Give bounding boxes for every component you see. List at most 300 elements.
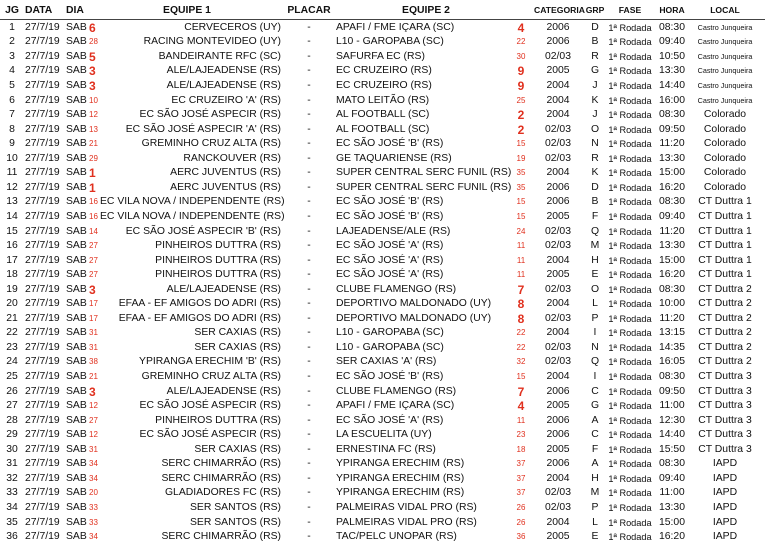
table-row [0, 326, 765, 341]
cell-team2-number: 25 [516, 95, 526, 105]
cell-team1-number: 21 [89, 372, 98, 381]
cell-weekday: SAB [66, 240, 87, 252]
cell-team2-number: 22 [516, 328, 526, 338]
table-row [0, 123, 765, 138]
cell-grupo: F [591, 210, 599, 222]
cell-weekday: SAB [66, 283, 87, 295]
cell-team2-name: DEPORTIVO MALDONADO (UY) [336, 312, 492, 324]
cell-fase: 1ª Rodada [608, 81, 652, 91]
cell-team2-number: 8 [517, 311, 525, 326]
cell-hora: 14:35 [658, 341, 685, 353]
cell-jg: 14 [6, 210, 18, 222]
cell-jg: 24 [6, 356, 18, 368]
cell-categoria: 2006 [546, 414, 570, 426]
cell-score: - [307, 21, 311, 33]
cell-team2-number: 4 [517, 20, 525, 35]
cell-grupo: E [591, 531, 599, 543]
cell-categoria: 2005 [546, 400, 570, 412]
cell-score: - [307, 400, 311, 412]
cell-local: CT Duttra 2 [698, 298, 752, 310]
cell-grupo: A [591, 458, 599, 470]
cell-local: CT Duttra 3 [698, 429, 752, 441]
cell-weekday: SAB [66, 443, 87, 455]
table-row [0, 210, 765, 225]
cell-team2-name: L10 - GAROPABA (SC) [336, 341, 444, 353]
cell-date: 27/7/19 [25, 371, 60, 382]
cell-fase: 1ª Rodada [608, 444, 652, 455]
cell-fase: 1ª Rodada [608, 342, 652, 353]
cell-jg: 12 [6, 181, 18, 193]
header-row [0, 2, 765, 20]
cell-team1-name: EC SÃO JOSÉ ASPECIR 'B' (RS) [125, 225, 281, 237]
cell-grupo: H [591, 254, 599, 266]
cell-jg: 25 [6, 371, 18, 382]
cell-grupo: I [593, 327, 597, 339]
cell-grupo: G [590, 400, 600, 412]
table-row [0, 79, 765, 94]
header-hora: HORA [659, 5, 685, 15]
cell-local: IAPD [712, 501, 738, 513]
cell-team2-name: SAFURFA EC (RS) [336, 50, 425, 62]
cell-jg: 31 [6, 458, 18, 470]
cell-local: IAPD [712, 458, 738, 470]
cell-team2-number: 35 [516, 182, 526, 192]
cell-team2-number: 7 [517, 384, 525, 399]
table-row [0, 501, 765, 516]
cell-fase: 1ª Rodada [608, 197, 652, 208]
cell-categoria: 2005 [546, 531, 570, 543]
cell-team1-name: EC SÃO JOSÉ ASPECIR (RS) [139, 429, 281, 441]
table-row [0, 443, 765, 458]
cell-score: - [307, 429, 311, 441]
cell-team2-number: 7 [517, 282, 525, 297]
cell-local: CT Duttra 2 [698, 341, 752, 353]
table-row [0, 195, 765, 210]
cell-team1-name: EC SÃO JOSÉ ASPECIR 'A' (RS) [125, 123, 281, 135]
cell-hora: 08:30 [658, 458, 685, 470]
cell-local: CT Duttra 1 [698, 254, 752, 266]
cell-weekday: SAB [66, 327, 87, 339]
cell-team2-name: TAC/PELC UNOPAR (RS) [336, 531, 457, 543]
cell-fase: 1ª Rodada [608, 51, 652, 62]
cell-local: CT Duttra 2 [698, 327, 752, 339]
header-dia: DIA [66, 5, 84, 16]
cell-score: - [307, 443, 311, 455]
cell-fase: 1ª Rodada [608, 386, 652, 397]
cell-team1-name: EC VILA NOVA / INDEPENDENTE (RS) [100, 210, 285, 222]
cell-categoria: 02/03 [544, 240, 571, 252]
cell-local: CT Duttra 1 [698, 210, 752, 222]
cell-grupo: E [591, 269, 599, 281]
cell-local: IAPD [712, 516, 738, 528]
cell-team2-number: 18 [516, 444, 526, 454]
cell-jg: 7 [9, 109, 15, 121]
table-row [0, 399, 765, 414]
cell-team1-name: CERVECEROS (UY) [184, 21, 281, 33]
cell-local: CT Duttra 1 [698, 196, 752, 208]
cell-local: CT Duttra 3 [698, 400, 752, 412]
cell-categoria: 02/03 [544, 487, 571, 499]
cell-hora: 09:50 [658, 385, 685, 397]
header-fase: FASE [618, 5, 642, 15]
cell-date: 27/7/19 [25, 312, 60, 324]
cell-local: CT Duttra 3 [698, 414, 752, 426]
cell-team2-name: APAFI / FME IÇARA (SC) [336, 400, 455, 412]
cell-team1-name: SER CAXIAS (RS) [194, 327, 281, 339]
table-row [0, 486, 765, 501]
cell-team2-name: APAFI / FME IÇARA (SC) [336, 21, 455, 33]
cell-team1-name: SERC CHIMARRÃO (RS) [161, 531, 281, 543]
cell-fase: 1ª Rodada [608, 95, 652, 106]
cell-team1-name: PINHEIROS DUTTRA (RS) [155, 414, 281, 426]
table-row [0, 35, 765, 50]
cell-weekday: SAB [66, 225, 87, 237]
cell-team2-name: EC SÃO JOSÉ 'A' (RS) [336, 240, 444, 252]
cell-date: 27/7/19 [25, 298, 60, 310]
cell-jg: 29 [6, 429, 18, 441]
cell-fase: 1ª Rodada [608, 415, 652, 426]
cell-jg: 9 [9, 138, 15, 150]
cell-jg: 28 [6, 414, 18, 426]
cell-categoria: 02/03 [544, 138, 571, 150]
cell-jg: 34 [6, 501, 18, 513]
cell-team2-name: PALMEIRAS VIDAL PRO (RS) [336, 501, 477, 513]
cell-team1-number: 28 [89, 37, 98, 47]
cell-local: CT Duttra 1 [698, 269, 752, 281]
cell-grupo: C [591, 385, 599, 397]
cell-score: - [307, 80, 311, 91]
cell-categoria: 2006 [546, 458, 570, 470]
cell-team1-number: 38 [89, 357, 98, 367]
cell-categoria: 2004 [546, 516, 570, 528]
cell-hora: 08:30 [658, 196, 685, 208]
cell-grupo: P [591, 501, 599, 513]
cell-score: - [307, 298, 311, 310]
cell-grupo: C [591, 429, 599, 441]
cell-team1-number: 3 [89, 282, 96, 297]
cell-weekday: SAB [66, 400, 87, 412]
cell-team2-name: SER CAXIAS 'A' (RS) [336, 356, 437, 368]
cell-team2-name: L10 - GAROPABA (SC) [336, 327, 444, 339]
cell-team1-number: 31 [89, 444, 98, 454]
cell-team2-number: 11 [516, 415, 526, 425]
cell-hora: 10:50 [658, 50, 685, 62]
cell-hora: 09:40 [658, 472, 685, 484]
cell-local: CT Duttra 2 [698, 356, 752, 368]
cell-weekday: SAB [66, 123, 87, 135]
cell-fase: 1ª Rodada [608, 430, 652, 441]
cell-jg: 22 [6, 327, 18, 339]
cell-weekday: SAB [66, 94, 87, 106]
cell-score: - [307, 516, 311, 528]
cell-team2-number: 8 [517, 297, 525, 312]
cell-team2-name: GE TAQUARIENSE (RS) [336, 152, 452, 164]
cell-date: 27/7/19 [25, 283, 60, 295]
cell-score: - [307, 283, 311, 295]
table-row [0, 50, 765, 65]
cell-weekday: SAB [66, 429, 87, 441]
cell-team1-number: 12 [89, 401, 98, 411]
cell-hora: 13:30 [658, 240, 685, 252]
cell-jg: 23 [6, 341, 18, 353]
cell-date: 27/7/19 [25, 50, 60, 62]
cell-jg: 13 [6, 196, 18, 208]
cell-date: 27/7/19 [25, 21, 60, 33]
header-placar: PLACAR [287, 5, 331, 16]
cell-date: 27/7/19 [25, 240, 60, 252]
cell-local: IAPD [712, 487, 738, 499]
cell-jg: 30 [6, 443, 18, 455]
cell-score: - [307, 167, 311, 179]
cell-score: - [307, 312, 311, 324]
cell-hora: 09:50 [658, 123, 685, 135]
cell-team1-name: YPIRANGA ERECHIM 'B' (RS) [139, 356, 281, 368]
cell-hora: 16:20 [658, 531, 685, 543]
cell-fase: 1ª Rodada [608, 241, 652, 252]
cell-date: 27/7/19 [25, 327, 60, 339]
cell-team2-number: 9 [517, 64, 525, 79]
cell-grupo: D [591, 181, 599, 193]
cell-hora: 11:20 [659, 312, 685, 324]
cell-weekday: SAB [66, 269, 87, 281]
cell-team1-number: 12 [89, 110, 98, 120]
cell-score: - [307, 138, 311, 150]
cell-weekday: SAB [66, 458, 87, 470]
cell-categoria: 2004 [546, 254, 570, 266]
cell-team1-name: AERC JUVENTUS (RS) [170, 181, 281, 193]
cell-categoria: 2004 [546, 298, 570, 310]
cell-team2-name: AL FOOTBALL (SC) [336, 109, 430, 121]
cell-grupo: Q [590, 225, 600, 237]
cell-categoria: 2006 [546, 385, 570, 397]
cell-jg: 27 [6, 400, 18, 412]
cell-score: - [307, 414, 311, 426]
cell-date: 27/7/19 [25, 400, 60, 412]
cell-fase: 1ª Rodada [608, 284, 652, 295]
cell-categoria: 2005 [546, 210, 570, 222]
cell-local: CT Duttra 3 [698, 371, 752, 382]
cell-score: - [307, 240, 311, 252]
cell-weekday: SAB [66, 298, 87, 310]
cell-weekday: SAB [66, 80, 87, 91]
cell-fase: 1ª Rodada [608, 168, 652, 179]
cell-team2-number: 2 [517, 122, 525, 137]
cell-team2-number: 35 [516, 168, 526, 178]
cell-team2-name: L10 - GAROPABA (SC) [336, 36, 444, 48]
cell-fase: 1ª Rodada [608, 517, 652, 528]
cell-fase: 1ª Rodada [608, 401, 652, 412]
cell-grupo: P [591, 312, 599, 324]
cell-weekday: SAB [66, 356, 87, 368]
table-row [0, 166, 765, 181]
cell-team2-number: 32 [516, 357, 526, 367]
cell-hora: 16:20 [658, 269, 685, 281]
cell-team1-number: 14 [89, 226, 98, 236]
cell-hora: 11:20 [659, 225, 685, 237]
cell-local: IAPD [712, 472, 738, 484]
table-row [0, 181, 765, 196]
cell-team1-name: ALE/LAJEADENSE (RS) [166, 283, 281, 295]
cell-categoria: 2006 [546, 196, 570, 208]
cell-team2-number: 11 [516, 270, 526, 280]
cell-team2-number: 4 [517, 399, 525, 414]
cell-hora: 08:30 [658, 21, 685, 33]
cell-score: - [307, 36, 311, 48]
cell-team1-number: 34 [89, 532, 98, 542]
cell-fase: 1ª Rodada [608, 66, 652, 77]
cell-hora: 15:00 [658, 516, 685, 528]
cell-team2-number: 24 [516, 226, 526, 236]
cell-local: CT Duttra 2 [698, 283, 752, 295]
cell-hora: 11:00 [659, 487, 685, 499]
cell-team1-number: 16 [89, 211, 98, 221]
cell-hora: 08:30 [658, 371, 685, 382]
cell-fase: 1ª Rodada [608, 488, 652, 499]
cell-score: - [307, 371, 311, 382]
cell-score: - [307, 356, 311, 368]
cell-categoria: 02/03 [544, 312, 571, 324]
cell-team1-number: 1 [89, 166, 96, 181]
cell-team1-number: 27 [89, 270, 98, 280]
header-categoria: CATEGORIA [534, 5, 585, 15]
cell-fase: 1ª Rodada [608, 182, 652, 193]
cell-team2-name: MATO LEITÃO (RS) [336, 94, 430, 106]
cell-team1-number: 10 [89, 95, 98, 105]
cell-categoria: 2006 [546, 181, 570, 193]
cell-fase: 1ª Rodada [608, 357, 652, 368]
table-row [0, 225, 765, 240]
cell-grupo: D [591, 21, 599, 33]
cell-fase: 1ª Rodada [608, 313, 652, 324]
cell-weekday: SAB [66, 167, 87, 179]
cell-fase: 1ª Rodada [608, 532, 652, 543]
cell-score: - [307, 123, 311, 135]
cell-jg: 19 [6, 283, 18, 295]
cell-jg: 2 [9, 36, 15, 48]
cell-team1-name: GREMINHO CRUZ ALTA (RS) [141, 138, 281, 150]
table-row [0, 516, 765, 531]
cell-fase: 1ª Rodada [608, 139, 652, 150]
table-row [0, 530, 765, 545]
cell-hora: 16:05 [658, 356, 685, 368]
cell-fase: 1ª Rodada [608, 255, 652, 266]
table-row [0, 341, 765, 356]
cell-date: 27/7/19 [25, 196, 60, 208]
table-row [0, 457, 765, 472]
cell-score: - [307, 50, 311, 62]
cell-score: - [307, 225, 311, 237]
cell-team1-number: 33 [89, 502, 98, 512]
cell-categoria: 02/03 [544, 50, 571, 62]
cell-fase: 1ª Rodada [608, 211, 652, 222]
cell-fase: 1ª Rodada [608, 110, 652, 121]
cell-team2-number: 11 [516, 241, 526, 251]
cell-categoria: 2004 [546, 167, 570, 179]
cell-local: Castro Junqueira [697, 37, 753, 47]
cell-fase: 1ª Rodada [608, 226, 652, 237]
cell-date: 27/7/19 [25, 341, 60, 353]
cell-grupo: Q [590, 356, 600, 368]
header-equipe2: EQUIPE 2 [402, 5, 450, 16]
cell-date: 27/7/19 [25, 36, 60, 48]
cell-team1-number: 12 [89, 430, 98, 440]
cell-categoria: 2004 [546, 472, 570, 484]
cell-team2-number: 37 [516, 459, 526, 469]
cell-categoria: 2004 [546, 371, 570, 382]
cell-team2-number: 26 [516, 502, 526, 512]
cell-score: - [307, 341, 311, 353]
cell-jg: 33 [6, 487, 18, 499]
cell-date: 27/7/19 [25, 472, 60, 484]
cell-team2-name: YPIRANGA ERECHIM (RS) [336, 487, 465, 499]
cell-team1-name: SERC CHIMARRÃO (RS) [161, 472, 281, 484]
cell-team1-name: EC SÃO JOSÉ ASPECIR (RS) [139, 400, 281, 412]
cell-score: - [307, 109, 311, 121]
cell-local: CT Duttra 1 [698, 225, 752, 237]
cell-date: 27/7/19 [25, 94, 60, 106]
cell-local: Castro Junqueira [697, 81, 753, 90]
cell-weekday: SAB [66, 371, 87, 382]
cell-categoria: 2005 [546, 65, 570, 77]
cell-categoria: 02/03 [544, 501, 571, 513]
cell-score: - [307, 152, 311, 164]
cell-team1-name: GREMINHO CRUZ ALTA (RS) [141, 371, 281, 382]
cell-team1-number: 27 [89, 255, 98, 265]
cell-local: Colorado [703, 138, 747, 150]
cell-team2-name: EC SÃO JOSÉ 'B' (RS) [336, 371, 444, 382]
cell-team1-name: SER SANTOS (RS) [189, 516, 281, 528]
cell-team1-name: SER CAXIAS (RS) [194, 341, 281, 353]
cell-categoria: 2005 [546, 443, 570, 455]
cell-grupo: R [591, 50, 599, 62]
cell-date: 27/7/19 [25, 167, 60, 179]
cell-fase: 1ª Rodada [608, 328, 652, 339]
cell-team2-name: SUPER CENTRAL SERC FUNIL (RS) [336, 167, 512, 179]
cell-date: 27/7/19 [25, 65, 60, 77]
cell-team2-number: 11 [516, 255, 526, 265]
cell-team1-name: PINHEIROS DUTTRA (RS) [155, 254, 281, 266]
cell-team2-number: 15 [516, 139, 526, 149]
table-row [0, 94, 765, 109]
cell-score: - [307, 472, 311, 484]
cell-date: 27/7/19 [25, 123, 60, 135]
cell-jg: 32 [6, 472, 18, 484]
cell-jg: 21 [6, 312, 18, 324]
cell-local: Colorado [703, 123, 747, 135]
cell-date: 27/7/19 [25, 80, 60, 91]
cell-team2-name: YPIRANGA ERECHIM (RS) [336, 472, 465, 484]
cell-team1-number: 1 [89, 180, 96, 195]
cell-team2-name: PALMEIRAS VIDAL PRO (RS) [336, 516, 477, 528]
cell-team1-number: 27 [89, 415, 98, 425]
cell-team1-name: SER SANTOS (RS) [189, 501, 281, 513]
cell-team2-name: LA ESCUELITA (UY) [336, 429, 432, 441]
cell-team1-number: 27 [89, 241, 98, 251]
cell-weekday: SAB [66, 414, 87, 426]
cell-team2-number: 26 [516, 517, 526, 527]
header-equipe1: EQUIPE 1 [163, 5, 211, 16]
table-row [0, 472, 765, 487]
cell-categoria: 02/03 [544, 341, 571, 353]
cell-hora: 13:30 [658, 152, 685, 164]
cell-date: 27/7/19 [25, 254, 60, 266]
cell-fase: 1ª Rodada [608, 372, 652, 382]
cell-hora: 15:00 [658, 254, 685, 266]
cell-team2-name: EC SÃO JOSÉ 'B' (RS) [336, 210, 444, 222]
cell-team1-number: 31 [89, 328, 98, 338]
table-row [0, 385, 765, 400]
cell-team2-name: ERNESTINA FC (RS) [336, 443, 436, 455]
